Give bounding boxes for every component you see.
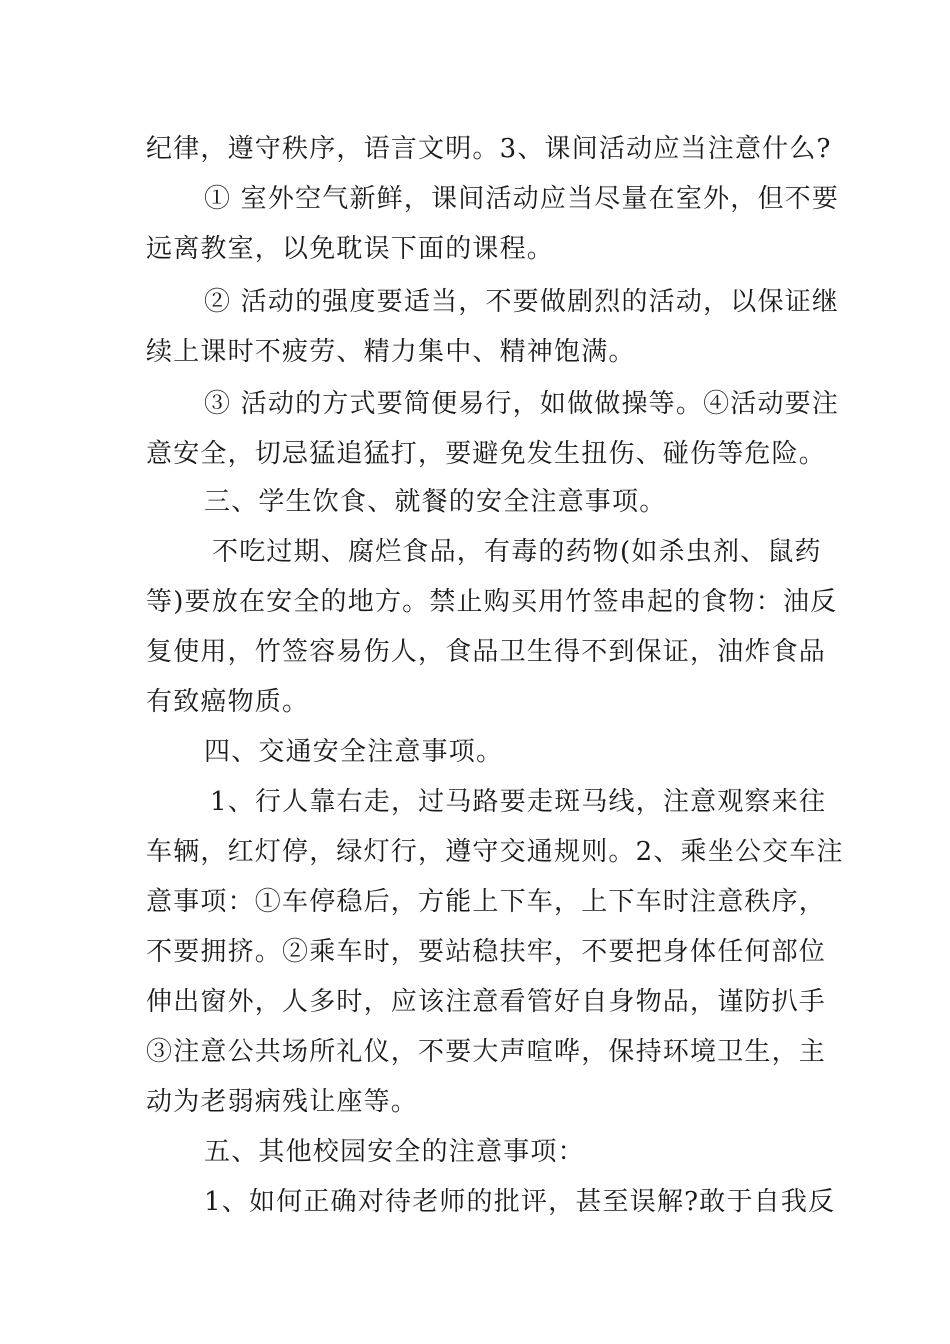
text-line: ③注意公共场所礼仪，不要大声喧哗，保持环境卫生，主 xyxy=(146,1037,827,1067)
text-line: 等)要放在安全的地方。禁止购买用竹签串起的食物：油反 xyxy=(146,587,838,617)
section-heading: 四、交通安全注意事项。 xyxy=(204,737,504,767)
text-line: 不吃过期、腐烂食品，有毒的药物(如杀虫剂、鼠药 xyxy=(212,537,822,567)
text-line: 纪律，遵守秩序，语言文明。3、课间活动应当注意什么? xyxy=(146,134,832,164)
text-line: 复使用，竹签容易伤人，食品卫生得不到保证，油炸食品 xyxy=(146,637,827,667)
text-line: 意安全，切忌猛追猛打，要避免发生扭伤、碰伤等危险。 xyxy=(146,439,827,469)
text-line: 伸出窗外，人多时，应该注意看管好自身物品，谨防扒手 xyxy=(146,987,827,1017)
section-heading: 三、学生饮食、就餐的安全注意事项。 xyxy=(204,487,667,517)
text-line: ① 室外空气新鲜，课间活动应当尽量在室外，但不要 xyxy=(204,184,840,214)
text-line: ③ 活动的方式要简便易行，如做做操等。④活动要注 xyxy=(204,389,840,419)
text-line: ② 活动的强度要适当，不要做剧烈的活动，以保证继 xyxy=(204,287,840,317)
section-heading: 五、其他校园安全的注意事项： xyxy=(204,1137,585,1167)
text-line: 动为老弱病残让座等。 xyxy=(146,1087,419,1117)
text-line: 意事项：①车停稳后，方能上下车，上下车时注意秩序， xyxy=(146,887,827,917)
text-line: 1、行人靠右走，过马路要走斑马线，注意观察来往 xyxy=(210,787,827,817)
text-line: 续上课时不疲劳、精力集中、精神饱满。 xyxy=(146,337,636,367)
text-line: 车辆，红灯停，绿灯行，遵守交通规则。2、乘坐公交车注 xyxy=(146,837,844,867)
text-line: 1、如何正确对待老师的批评，甚至误解?敢于自我反 xyxy=(204,1187,836,1217)
text-line: 有致癌物质。 xyxy=(146,687,310,717)
text-line: 远离教室，以免耽误下面的课程。 xyxy=(146,234,555,264)
text-line: 不要拥挤。②乘车时，要站稳扶牢，不要把身体任何部位 xyxy=(146,937,827,967)
